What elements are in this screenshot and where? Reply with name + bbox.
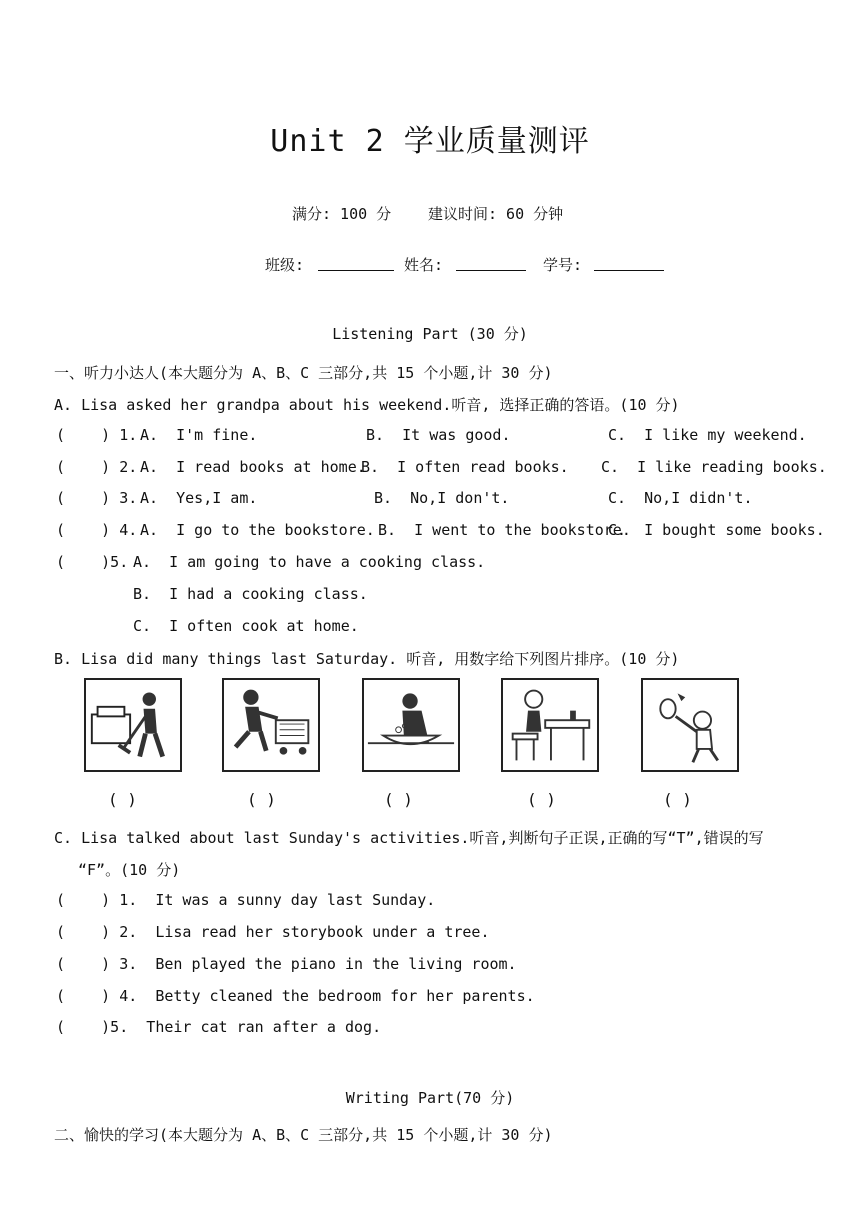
answer-paren[interactable]: ( ) <box>247 790 276 809</box>
section-one-heading: 一、听力小达人(本大题分为 A、B、C 三部分,共 15 个小题,计 30 分) <box>54 364 553 382</box>
number-blank[interactable] <box>594 254 664 271</box>
full-score: 满分: 100 分 <box>292 205 392 223</box>
badminton-icon <box>641 678 739 772</box>
question-number: ( )5. <box>56 553 129 571</box>
name-blank[interactable] <box>456 254 526 271</box>
question-number: ( ) 3. <box>56 489 138 507</box>
tf-item: ( ) 1. It was a sunny day last Sunday. <box>56 891 436 909</box>
suggested-time: 建议时间: 60 分钟 <box>428 205 564 223</box>
class-label: 班级: <box>265 256 305 274</box>
question-number: ( ) 2. <box>56 458 138 476</box>
option-b: B. I often read books. <box>361 458 569 476</box>
option-c: C. I often cook at home. <box>133 617 359 635</box>
option-a: A. Yes,I am. <box>140 489 258 507</box>
option-a: A. I read books at home. <box>140 458 366 476</box>
tf-item: ( ) 2. Lisa read her storybook under a tree. <box>56 923 490 941</box>
section-two-heading: 二、愉快的学习(本大题分为 A、B、C 三部分,共 15 个小题,计 30 分) <box>54 1126 553 1144</box>
option-b: B. No,I don't. <box>374 489 510 507</box>
listening-heading: Listening Part (30 分) <box>332 325 528 343</box>
name-label: 姓名: <box>404 256 444 274</box>
part-c-instruction-cont: “F”。(10 分) <box>78 861 181 879</box>
tf-item: ( ) 4. Betty cleaned the bedroom for her parents. <box>56 987 535 1005</box>
option-b: B. It was good. <box>366 426 511 444</box>
option-c: C. No,I didn't. <box>608 489 753 507</box>
page-title: Unit 2 学业质量测评 <box>270 124 590 159</box>
option-a: A. I'm fine. <box>140 426 258 444</box>
part-a-instruction: A. Lisa asked her grandpa about his weekend.听音, 选择正确的答语。(10 分) <box>54 396 680 414</box>
answer-paren[interactable]: ( ) <box>663 790 692 809</box>
option-a: A. I go to the bookstore. <box>140 521 375 539</box>
answer-paren[interactable]: ( ) <box>384 790 413 809</box>
homework-icon <box>501 678 599 772</box>
option-c: C. I bought some books. <box>608 521 825 539</box>
tf-item: ( )5. Their cat ran after a dog. <box>56 1018 382 1036</box>
number-label: 学号: <box>543 256 583 274</box>
option-c: C. I like reading books. <box>601 458 827 476</box>
answer-paren[interactable]: ( ) <box>108 790 137 809</box>
question-number: ( ) 4. <box>56 521 138 539</box>
writing-heading: Writing Part(70 分) <box>345 1089 515 1107</box>
option-a: A. I am going to have a cooking class. <box>133 553 486 571</box>
shopping-cart-icon <box>222 678 320 772</box>
washing-icon <box>362 678 460 772</box>
option-c: C. I like my weekend. <box>608 426 807 444</box>
class-blank[interactable] <box>318 254 394 271</box>
part-c-instruction: C. Lisa talked about last Sunday's activities.听音,判断句子正误,正确的写“T”,错误的写 <box>54 829 764 847</box>
tf-item: ( ) 3. Ben played the piano in the living room. <box>56 955 517 973</box>
part-b-instruction: B. Lisa did many things last Saturday. 听音, 用数字给下列图片排序。(10 分) <box>54 650 680 668</box>
cleaning-icon <box>84 678 182 772</box>
option-b: B. I went to the bookstore. <box>378 521 631 539</box>
option-b: B. I had a cooking class. <box>133 585 368 603</box>
question-number: ( ) 1. <box>56 426 138 444</box>
answer-paren[interactable]: ( ) <box>527 790 556 809</box>
